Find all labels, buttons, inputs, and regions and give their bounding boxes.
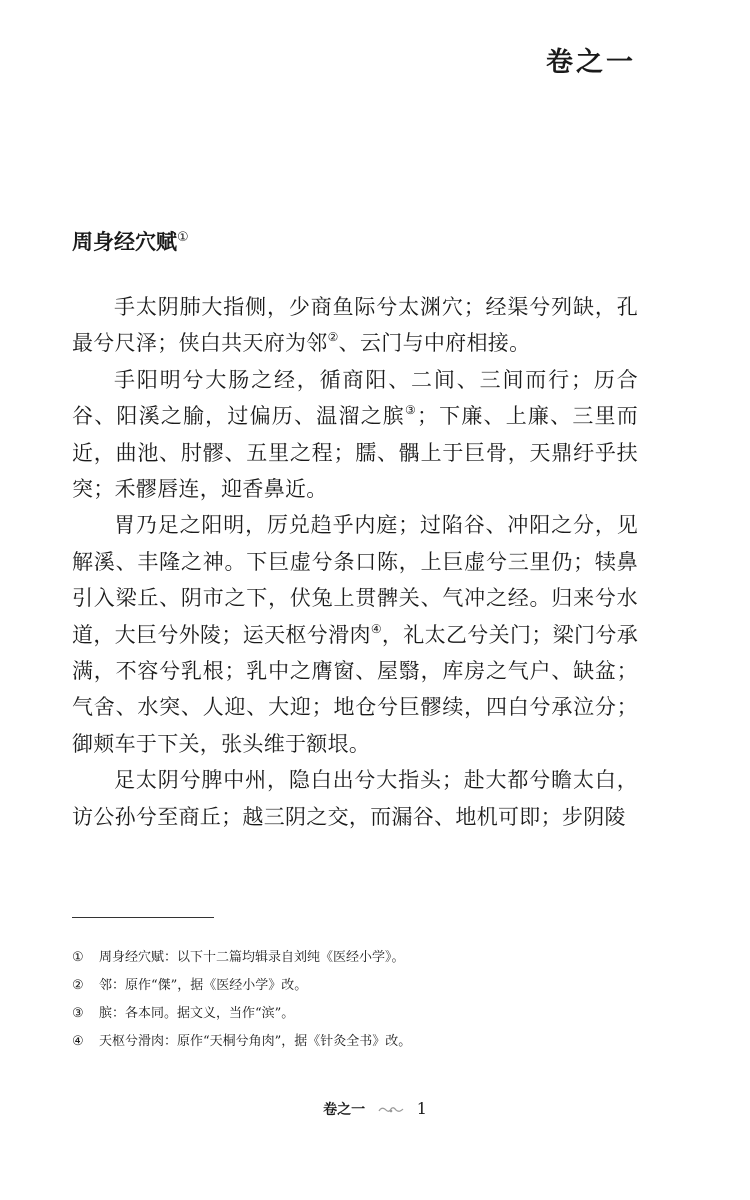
section-title-text: 周身经穴赋 [72,230,177,254]
paragraph-text: 手太阴肺大指侧，少商鱼际兮太渊穴；经渠兮列缺，孔最兮尺泽；侠白共天府为邻 [72,295,638,356]
chapter-title: 卷之一 [546,47,636,78]
footnote-number: ④ [72,1034,84,1049]
footnote-marker: ① [177,230,189,245]
paragraph [72,507,638,762]
page-footer [0,1099,750,1119]
footnote [72,1000,672,1028]
footnote-number: ③ [72,1006,84,1021]
footnote-text: 周身经穴赋：以下十二篇均辑录自刘纯《医经小学》。 [99,950,405,965]
footnotes [72,944,672,1056]
footnote [72,1028,672,1056]
paragraph-text: 足太阴兮脾中州，隐白出兮大指头；赴大都兮瞻太白，访公孙兮至商丘；越三阴之交，而漏谷、地机可即；步阴陵 [72,768,638,829]
paragraph-text: 胃乃足之阳明，厉兑趋乎内庭；过陷谷、冲阳之分，见解溪、丰隆之神。下巨虚兮条口陈，上巨虚兮三里仍；犊鼻引入梁丘、阴市之下，伏兔上贯髀关、气冲之经。归来兮水道，大巨兮外陵；运天枢兮滑肉 [72,513,638,647]
body-text [72,289,638,835]
footnote-text: 膑：各本同。据文义，当作“滨”。 [99,1006,295,1021]
paragraph-text: ，礼太乙兮关门；梁门兮承满，不容兮乳根；乳中之膺窗、屋翳，库房之气户、缺盆；气舍、水突、人迎、大迎；地仓兮巨髎续，四白兮承泣分；御颊车于下关，张头维于额垠。 [72,622,638,756]
footer-chapter-title: 卷之一 [323,1102,366,1118]
paragraph-text: ；下廉、上廉、三里而近，曲池、肘髎、五里之程；臑、髃上于巨骨，天鼎纡乎扶突；禾髎唇连，迎香鼻近。 [72,404,639,502]
footnote-number: ① [72,950,84,965]
paragraph [72,762,638,835]
footnote-divider [72,917,214,918]
paragraph [72,362,638,508]
footnote-marker: ③ [404,403,417,418]
footnote [72,944,672,972]
page-number: 1 [416,1099,427,1118]
section-title [72,226,189,256]
footnote-number: ② [72,978,84,993]
footnote-text: 邻：原作“傑”，据《医经小学》改。 [99,978,308,993]
paragraph-text: 、云门与中府相接。 [338,331,531,356]
footnote-text: 天枢兮滑肉：原作“天桐兮角肉”，据《针灸全书》改。 [99,1034,412,1049]
paragraph-text: 手阳明兮大肠之经，循商阳、二间、三间而行；历合谷、阳溪之腧，过偏历、温溜之膑 [72,367,638,429]
footnote-marker: ④ [370,621,382,636]
footnote-marker: ② [327,330,339,345]
cloud-ornament-icon [378,1101,404,1119]
footnote [72,972,672,1000]
paragraph [72,289,638,362]
